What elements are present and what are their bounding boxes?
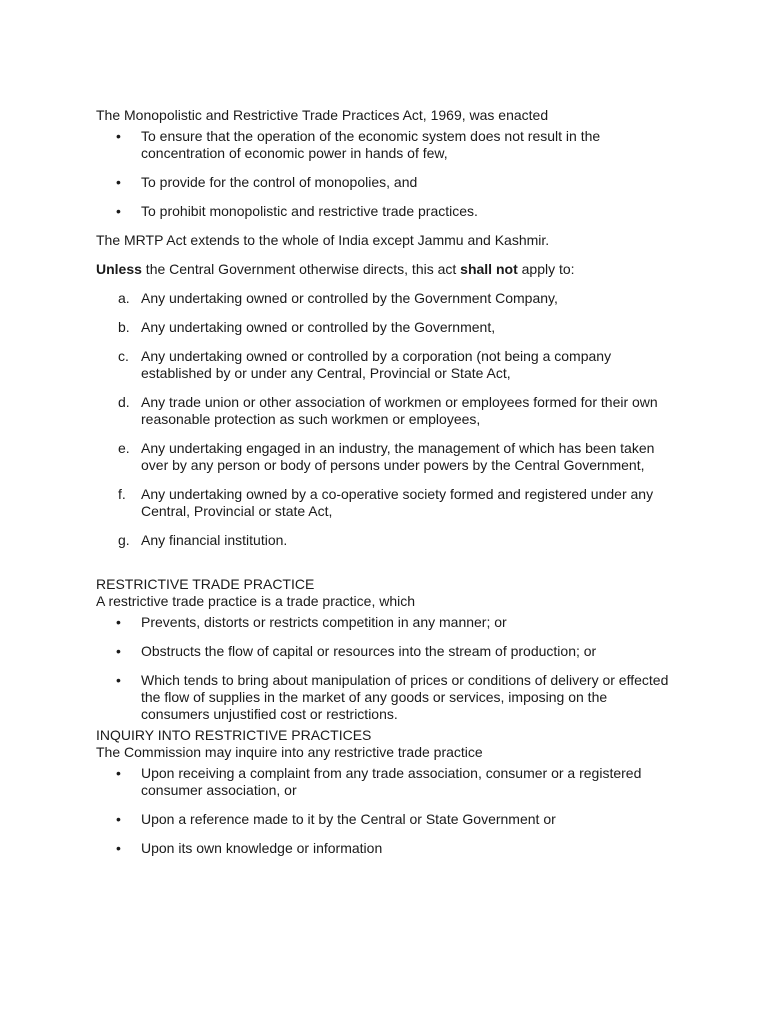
exemption-intro-middle: the Central Government otherwise directs, this act: [141, 261, 461, 277]
shall-not-emphasis: shall not: [460, 261, 518, 277]
list-item-text: Any undertaking engaged in an industry, the management of which has been taken over by any person or body of persons under powers by the Central Government,: [141, 440, 655, 473]
list-item: • Prevents, distorts or restricts competition in any manner; or: [96, 614, 676, 631]
list-item-text: Any financial institution.: [141, 532, 288, 548]
list-item: • Which tends to bring about manipulation of prices or conditions of delivery or effected the flow of supplies in the market of any goods or services, imposing on the consumers unjustified cost or restrictions.: [96, 672, 676, 723]
rtp-definition: A restrictive trade practice is a trade practice, which: [96, 593, 416, 609]
list-item-text: Any undertaking owned or controlled by a corporation (not being a company established by or under any Central, Provincial or State Act,: [141, 348, 612, 381]
list-marker: a.: [118, 290, 130, 306]
list-item: [96, 486, 676, 520]
document-page: [96, 107, 676, 857]
list-marker: f.: [118, 486, 126, 502]
list-item: [96, 440, 676, 474]
list-marker: e.: [118, 440, 130, 456]
objectives-list: [96, 128, 676, 220]
inquiry-intro: The Commission may inquire into any restrictive trade practice: [96, 744, 483, 760]
list-item-text: Any trade union or other association of workmen or employees formed for their own reasonable protection as such workmen or employees,: [141, 394, 658, 427]
list-item: • To ensure that the operation of the economic system does not result in the concentration of economic power in hands of few,: [96, 128, 676, 162]
exemption-intro-end: apply to:: [517, 261, 575, 277]
list-item: • Upon receiving a complaint from any trade association, consumer or a registered consumer association, or: [96, 765, 676, 799]
list-marker: g.: [118, 532, 130, 548]
inquiry-heading: INQUIRY INTO RESTRICTIVE PRACTICES: [96, 727, 372, 743]
rtp-heading: RESTRICTIVE TRADE PRACTICE: [96, 576, 315, 592]
unless-emphasis: Unless: [96, 261, 142, 277]
list-item: [96, 319, 676, 336]
list-item-text: Any undertaking owned or controlled by the Government,: [141, 319, 496, 335]
list-item: • To provide for the control of monopolies, and: [96, 174, 676, 191]
rtp-list: [96, 614, 676, 723]
list-item-text: Any undertaking owned by a co-operative society formed and registered under any Central, Provincial or state Act,: [141, 486, 654, 519]
list-item: [96, 348, 676, 382]
list-item: [96, 394, 676, 428]
exemptions-list: [96, 290, 676, 549]
list-item: [96, 290, 676, 307]
list-item-text: Any undertaking owned or controlled by the Government Company,: [141, 290, 558, 306]
list-marker: c.: [118, 348, 129, 364]
list-item: • Upon its own knowledge or information: [96, 840, 676, 857]
list-item: [96, 532, 676, 549]
intro-paragraph: The Monopolistic and Restrictive Trade Practices Act, 1969, was enacted: [96, 107, 549, 123]
list-item: • Obstructs the flow of capital or resources into the stream of production; or: [96, 643, 676, 660]
extent-paragraph: The MRTP Act extends to the whole of India except Jammu and Kashmir.: [96, 232, 550, 248]
list-item: • Upon a reference made to it by the Central or State Government or: [96, 811, 676, 828]
inquiry-list: [96, 765, 676, 857]
list-marker: b.: [118, 319, 130, 335]
list-item: • To prohibit monopolistic and restrictive trade practices.: [96, 203, 676, 220]
exemption-intro-paragraph: [96, 261, 676, 278]
list-marker: d.: [118, 394, 130, 410]
